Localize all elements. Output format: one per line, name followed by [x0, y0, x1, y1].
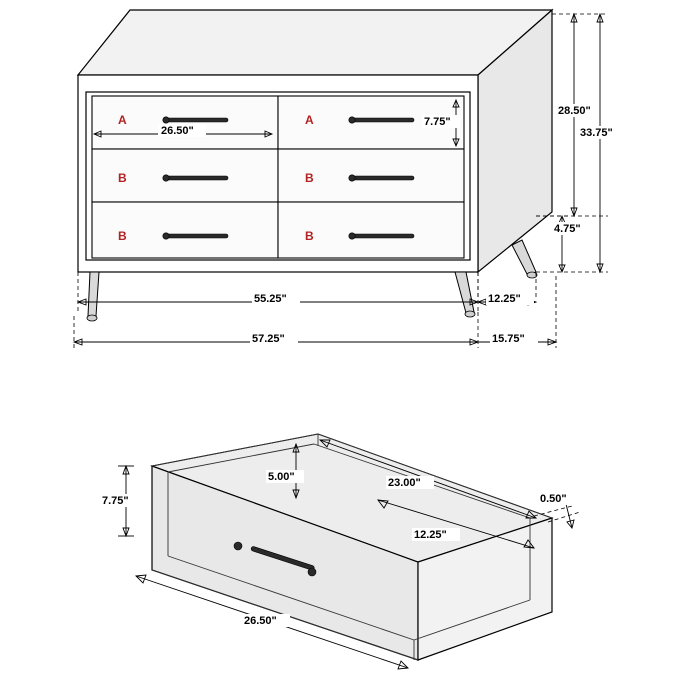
- label-overall-width: 57.25": [252, 333, 285, 345]
- dim-side-height-775: [100, 466, 138, 536]
- label-drawer-width: 26.50": [161, 125, 194, 137]
- drawer-letter-bottom-left: B: [118, 229, 127, 243]
- dresser-top-surface: [78, 10, 552, 75]
- drawer-letter-middle-left: B: [118, 171, 127, 185]
- drawer-letter-middle-right: B: [305, 171, 314, 185]
- label-overall-height: 33.75": [580, 127, 613, 139]
- label-side-height: 7.75": [102, 495, 129, 507]
- figure-dresser-assembly: [74, 10, 622, 348]
- label-panel-thickness: 0.50": [540, 493, 567, 505]
- label-interior-height: 5.00": [268, 471, 295, 483]
- label-interior-depth: 12.25": [414, 529, 447, 541]
- drawer-letter-top-left: A: [118, 113, 127, 127]
- drawer-letter-bottom-right: B: [305, 229, 314, 243]
- label-overall-depth: 15.75": [492, 333, 525, 345]
- label-leg-height: 4.75": [554, 223, 581, 235]
- label-case-height: 28.50": [558, 105, 591, 117]
- label-case-width: 55.25": [254, 293, 287, 305]
- label-interior-length: 23.00": [388, 477, 421, 489]
- drawer-letter-top-right: A: [305, 113, 314, 127]
- label-drawer-front-height: 7.75": [424, 116, 451, 128]
- dim-overall-width-5725: [74, 312, 478, 348]
- figure-drawer-detail: [100, 434, 580, 669]
- label-case-depth: 12.25": [488, 293, 521, 305]
- label-drawer-detail-width: 26.50": [244, 615, 277, 627]
- dim-overall-depth-1575: [478, 276, 556, 348]
- dim-case-width-5525: [78, 272, 478, 312]
